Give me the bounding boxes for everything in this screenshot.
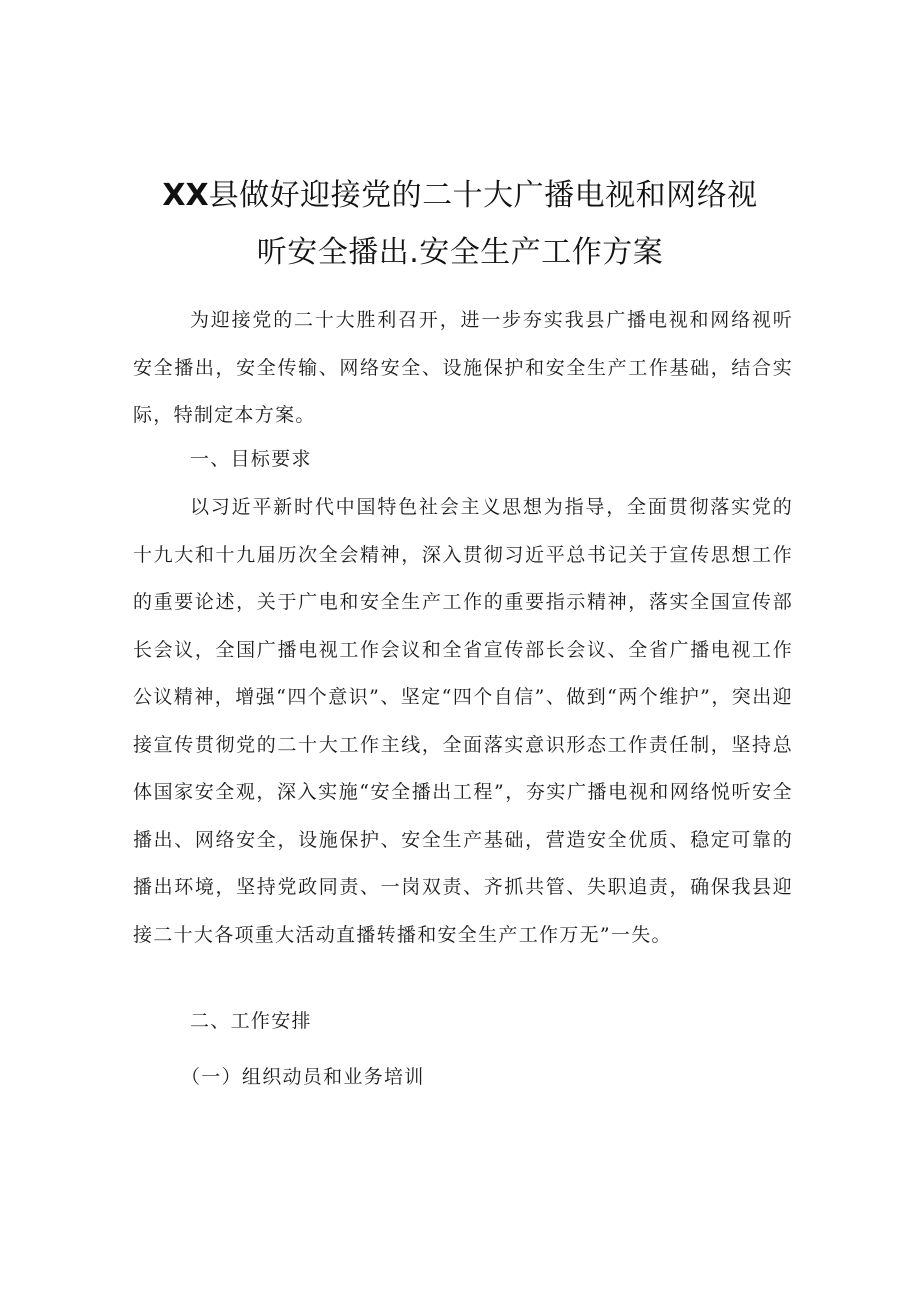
section-heading-goals: 一、目标要求 [190, 448, 312, 470]
goals-paragraph: 以习近平新时代中国特色社会主义思想为指导，全面贯彻落实党的十九大和十九届历次全会精神，深入贯彻习近平总书记关于宣传思想工作的重要论述，关于广电和安全生产工作的重要指示精神，落实全国宣传部长会议，全国广播电视工作会议和全省宣传部长会议、全省广播电视工作公议精神，增强“四个意识”、坚定“四个自信”、做到“两个维护”，突出迎接宣传贯彻党的二十大工作主线，全面落实意识形态工作责任制，坚持总体国家安全观，深入实施“安全播出工程”，夯实广播电视和网络悦听安全播出、网络安全，设施保护、安全生产基础，营造安全优质、稳定可靠的播出环境，坚持党政同责、一岗双责、齐抓共管、失职追责，确保我县迎接二十大各项重大活动直播转播和安全生产工作万无”一失。 [133, 496, 793, 946]
subsection-heading-mobilization: （一）组织动员和业务培训 [181, 1066, 425, 1088]
title-prefix: XX [162, 178, 209, 213]
title-line-1-text: 县做好迎接党的二十大广播电视和网络视 [208, 178, 758, 213]
section-heading-arrangements: 二、工作安排 [190, 1010, 312, 1032]
document-title-line-2: 听安全播出.安全生产工作方案 [256, 235, 664, 270]
document-title-line-1 [0, 176, 920, 216]
intro-paragraph: 为迎接党的二十大胜利召开，进一步夯实我县广播电视和网络视听安全播出，安全传输、网络安全、设施保护和安全生产工作基础，结合实际，特制定本方案。 [133, 309, 793, 426]
